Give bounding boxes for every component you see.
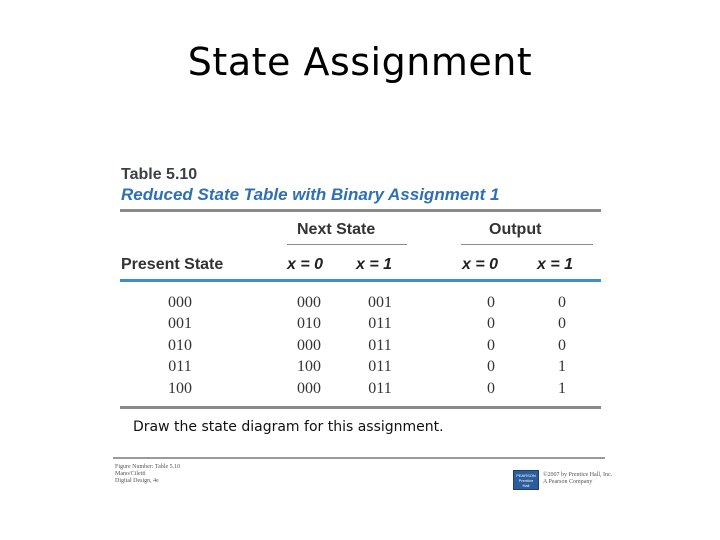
output-x0-cell: 0 (487, 294, 495, 311)
output-x1-cell: 0 (558, 315, 566, 332)
next-state-x0-cell: 010 (297, 315, 321, 332)
next-state-underline (287, 244, 407, 245)
output-x1-cell: 0 (558, 337, 566, 354)
next-state-x1-cell: 011 (368, 337, 392, 354)
figure-credit (115, 464, 180, 485)
publisher-logo (513, 470, 539, 490)
next-state-x0-cell: 100 (297, 358, 321, 375)
next-state-x1-cell: 011 (368, 358, 392, 375)
copyright-line: A Pearson Company (543, 479, 593, 485)
output-x1-cell: 0 (558, 294, 566, 311)
figure-credit-line: Mano/Ciletti (115, 471, 146, 477)
table-top-rule (120, 209, 601, 212)
next-state-x1-cell: 001 (368, 294, 392, 311)
copyright-line: ©2007 by Prentice Hall, Inc. (543, 472, 613, 478)
table-caption: Reduced State Table with Binary Assignment 1 (121, 185, 500, 204)
next-state-x0-cell: 000 (297, 337, 321, 354)
present-state-cell: 100 (168, 380, 192, 397)
slide-title: State Assignment (187, 40, 533, 84)
header-rule (120, 279, 601, 282)
logo-line: Hall (522, 483, 530, 488)
output-x0-header: x = 0 (462, 256, 499, 273)
next-state-x0-header: x = 0 (287, 256, 324, 273)
present-state-header: Present State (121, 256, 224, 273)
copyright-notice (543, 472, 612, 486)
output-x1-cell: 1 (558, 380, 566, 397)
output-x1-cell: 1 (558, 358, 566, 375)
output-underline (461, 244, 593, 245)
table-bottom-rule (120, 406, 601, 409)
next-state-x1-header: x = 1 (356, 256, 393, 273)
output-x0-cell: 0 (487, 315, 495, 332)
output-x0-cell: 0 (487, 380, 495, 397)
output-x0-cell: 0 (487, 337, 495, 354)
output-header: Output (489, 221, 542, 238)
next-state-x1-cell: 011 (368, 315, 392, 332)
figure-credit-line: Figure Number: Table 5.10 (115, 464, 181, 470)
next-state-header: Next State (297, 221, 376, 238)
footer-rule (113, 457, 605, 459)
present-state-cell: 011 (168, 358, 192, 375)
present-state-cell: 001 (168, 315, 192, 332)
output-x0-cell: 0 (487, 358, 495, 375)
figure-credit-line: Digital Design, 4e (115, 478, 159, 484)
table-number: Table 5.10 (121, 166, 198, 183)
logo-line: Prentice (518, 478, 534, 483)
next-state-x1-cell: 011 (368, 380, 392, 397)
logo-line: PEARSON (516, 473, 536, 478)
output-x1-header: x = 1 (537, 256, 574, 273)
present-state-cell: 010 (168, 337, 192, 354)
next-state-x0-cell: 000 (297, 294, 321, 311)
present-state-cell: 000 (168, 294, 192, 311)
next-state-x0-cell: 000 (297, 380, 321, 397)
task-instruction: Draw the state diagram for this assignment. (133, 419, 444, 435)
